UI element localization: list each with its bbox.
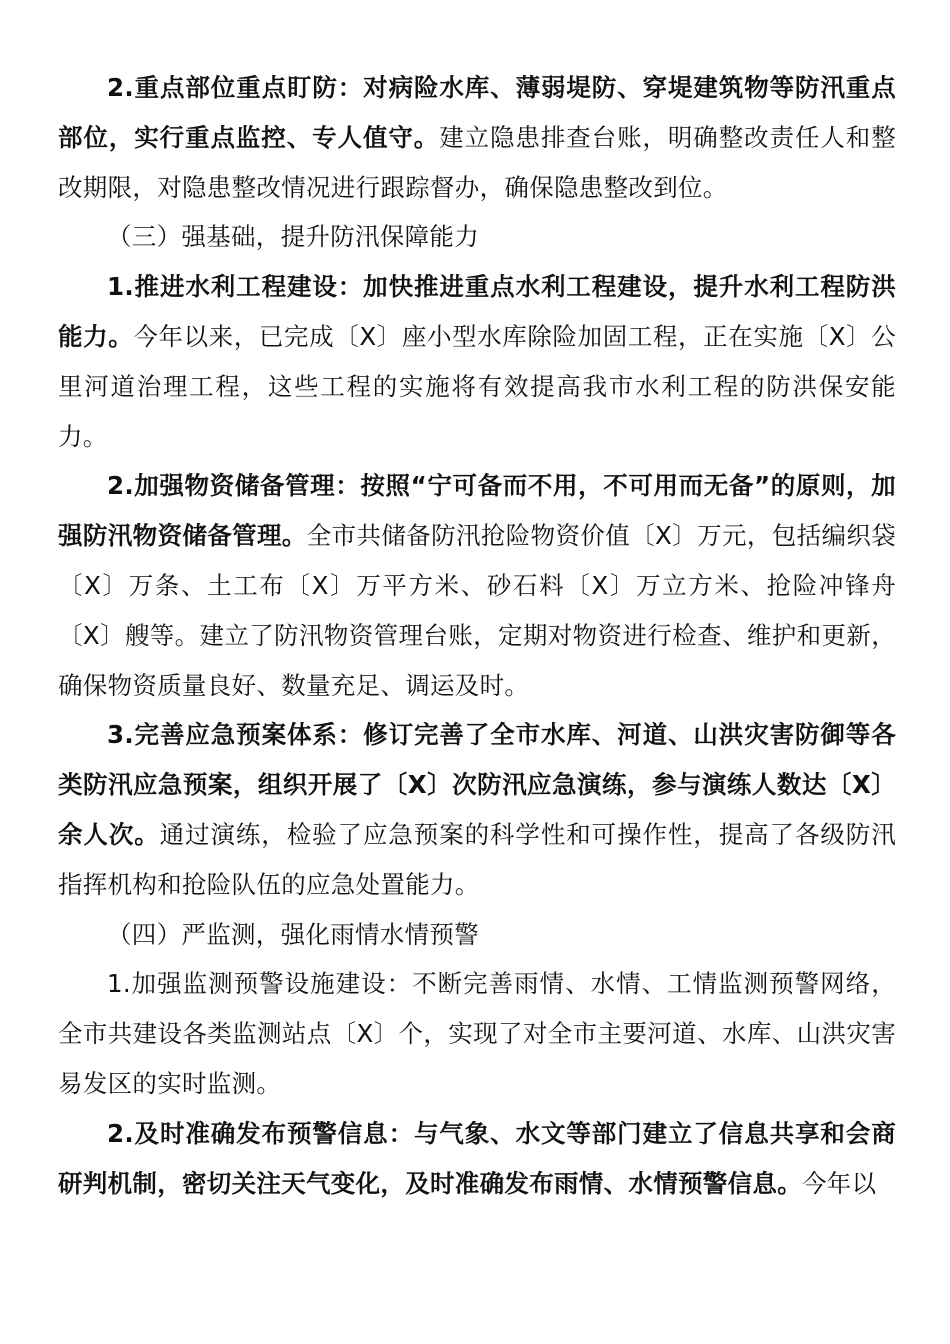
paragraph-lead: 2.重点部位重点盯防：对病险水库、薄弱堤防、穿堤建筑物等防汛重点部位，实行重点监控、专人值守。 [58,73,896,152]
section-heading-strengthen-foundation [58,212,896,262]
paragraph-text: 建立隐患排查台账，明确整改责任人和整改期限，对隐患整改情况进行跟踪督办，确保隐患整改到位。 [58,122,896,202]
paragraph-lead: 3.完善应急预案体系：修订完善了全市水库、河道、山洪灾害防御等各类防汛应急预案，组织开展了〔X〕次防汛应急演练，参与演练人数达〔X〕余人次。 [58,720,896,849]
document-body [58,63,896,1208]
paragraph-warning-release [58,1109,896,1209]
paragraph-lead: 1.推进水利工程建设：加快推进重点水利工程建设，提升水利工程防洪能力。 [58,272,896,351]
paragraph-text: 通过演练，检验了应急预案的科学性和可操作性，提高了各级防汛指挥机构和抢险队伍的应急处置能力。 [58,819,896,899]
paragraph-water-projects [58,262,896,461]
paragraph-monitoring-facilities [58,959,896,1108]
section-heading-text: （四）严监测，强化雨情水情预警 [107,919,479,949]
paragraph-emergency-plans [58,710,896,909]
section-heading-text: （三）强基础，提升防汛保障能力 [107,222,479,252]
paragraph-lead: 2.加强物资储备管理：按照“宁可备而不用，不可用而无备”的原则，加强防汛物资储备管理。 [58,471,896,551]
paragraph-text: 今年以来，已完成〔X〕座小型水库除险加固工程，正在实施〔X〕公里河道治理工程，这些工程的实施将有效提高我市水利工程的防洪保安能力。 [58,321,896,451]
section-heading-strict-monitoring [58,910,896,960]
paragraph-material-reserves [58,461,896,710]
paragraph-lead: 2.及时准确发布预警信息：与气象、水文等部门建立了信息共享和会商研判机制，密切关注天气变化，及时准确发布雨情、水情预警信息。 [58,1118,896,1198]
paragraph-text: 1.加强监测预警设施建设：不断完善雨情、水情、工情监测预警网络，全市共建设各类监测站点〔X〕个，实现了对全市主要河道、水库、山洪灾害易发区的实时监测。 [58,969,896,1098]
paragraph-text: 今年以 [802,1168,877,1198]
paragraph-key-area-monitoring [58,63,896,212]
paragraph-text: 全市共储备防汛抢险物资价值〔X〕万元，包括编织袋〔X〕万条、土工布〔X〕万平方米、砂石料〔X〕万立方米、抢险冲锋舟〔X〕艘等。建立了防汛物资管理台账，定期对物资进行检查、维护和更新，确保物资质量良好、数量充足、调运及时。 [58,521,897,700]
